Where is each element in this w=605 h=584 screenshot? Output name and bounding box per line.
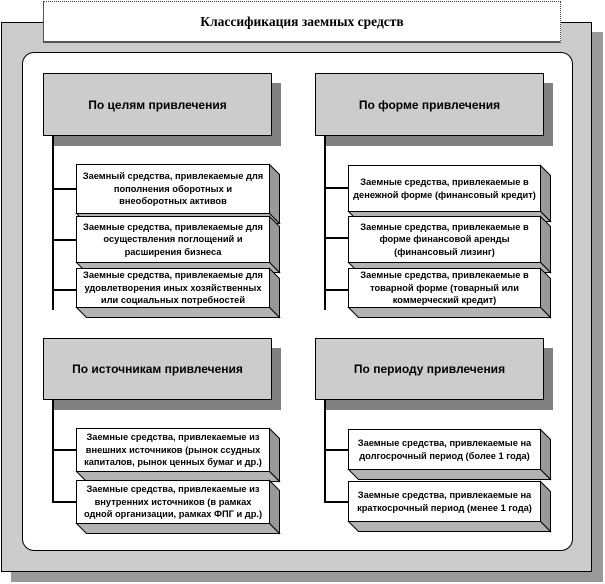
- category-purpose: [43, 73, 272, 136]
- connector-branch: [52, 239, 76, 241]
- category-form: [315, 73, 544, 136]
- title-box: [43, 1, 561, 43]
- diagram-title: Классификация заемных средств: [200, 13, 404, 29]
- bevel-bottom: [77, 524, 280, 534]
- item-face: [348, 165, 541, 212]
- item-face: [76, 268, 270, 308]
- connector-branch: [324, 449, 348, 451]
- item-text: Заемные средства, привлекаемые в форме финансовой аренды (финансовый лизинг): [360, 221, 529, 257]
- item-face: [348, 429, 541, 470]
- category-heading: По источникам привлечения: [72, 362, 243, 376]
- connector-branch: [52, 449, 76, 451]
- item-face: [348, 216, 541, 263]
- item-face: [76, 164, 270, 214]
- item-face: [76, 428, 270, 472]
- category-heading: По целям привлечения: [88, 97, 227, 112]
- item-text: Заемные средства, привлекаемые на краткосрочный период (менее 1 года): [357, 490, 532, 513]
- bevel-bottom: [349, 308, 551, 318]
- connector-trunk: [52, 136, 54, 310]
- bevel-bottom: [349, 470, 551, 480]
- item-text: Заемные средства, привлекаемые в денежной форме (финансовый кредит): [353, 177, 536, 200]
- item-text: Заемные средства, привлекаемые на долгосрочный период (более 1 года): [357, 438, 532, 461]
- item-face: [76, 216, 270, 263]
- item-text: Заемные средства, привлекаемые для осуществления поглощений и расширения бизнеса: [83, 221, 263, 257]
- item-face: [348, 268, 541, 308]
- item-text: Заемные средства, привлекаемые для удовлетворения иных хозяйственных или социальных потребностей: [83, 270, 263, 306]
- connector-branch: [324, 289, 348, 291]
- connector-branch: [324, 187, 348, 189]
- category-sources: [43, 338, 272, 400]
- connector-trunk: [324, 400, 326, 503]
- item-text: Заемные средства, привлекаемые из внешних источников (рынок ссудных капиталов, рынок ценных бумаг и др.): [84, 432, 262, 468]
- item-text: Заемный средства, привлекаемые для пополнения оборотных и внеоборотных активов: [82, 171, 264, 207]
- connector-branch: [324, 237, 348, 239]
- connector-branch: [324, 501, 348, 503]
- item-face: [348, 481, 541, 522]
- item-text: Заемные средства, привлекаемые в товарной форме (товарный или коммерческий кредит): [360, 270, 529, 306]
- connector-trunk: [324, 136, 326, 310]
- connector-branch: [52, 289, 76, 291]
- connector-branch: [52, 501, 76, 503]
- item-text: Заемные средства, привлекаемые из внутренних источников (в рамках одной организации, рамках ФПГ и др.): [83, 484, 263, 520]
- category-heading: По периоду привлечения: [353, 362, 506, 376]
- category-period: [315, 338, 544, 400]
- bevel-bottom: [349, 522, 551, 532]
- connector-trunk: [52, 400, 54, 503]
- bevel-bottom: [77, 308, 280, 318]
- item-face: [76, 480, 270, 524]
- connector-branch: [52, 188, 76, 190]
- category-heading: По форме привлечения: [358, 97, 501, 112]
